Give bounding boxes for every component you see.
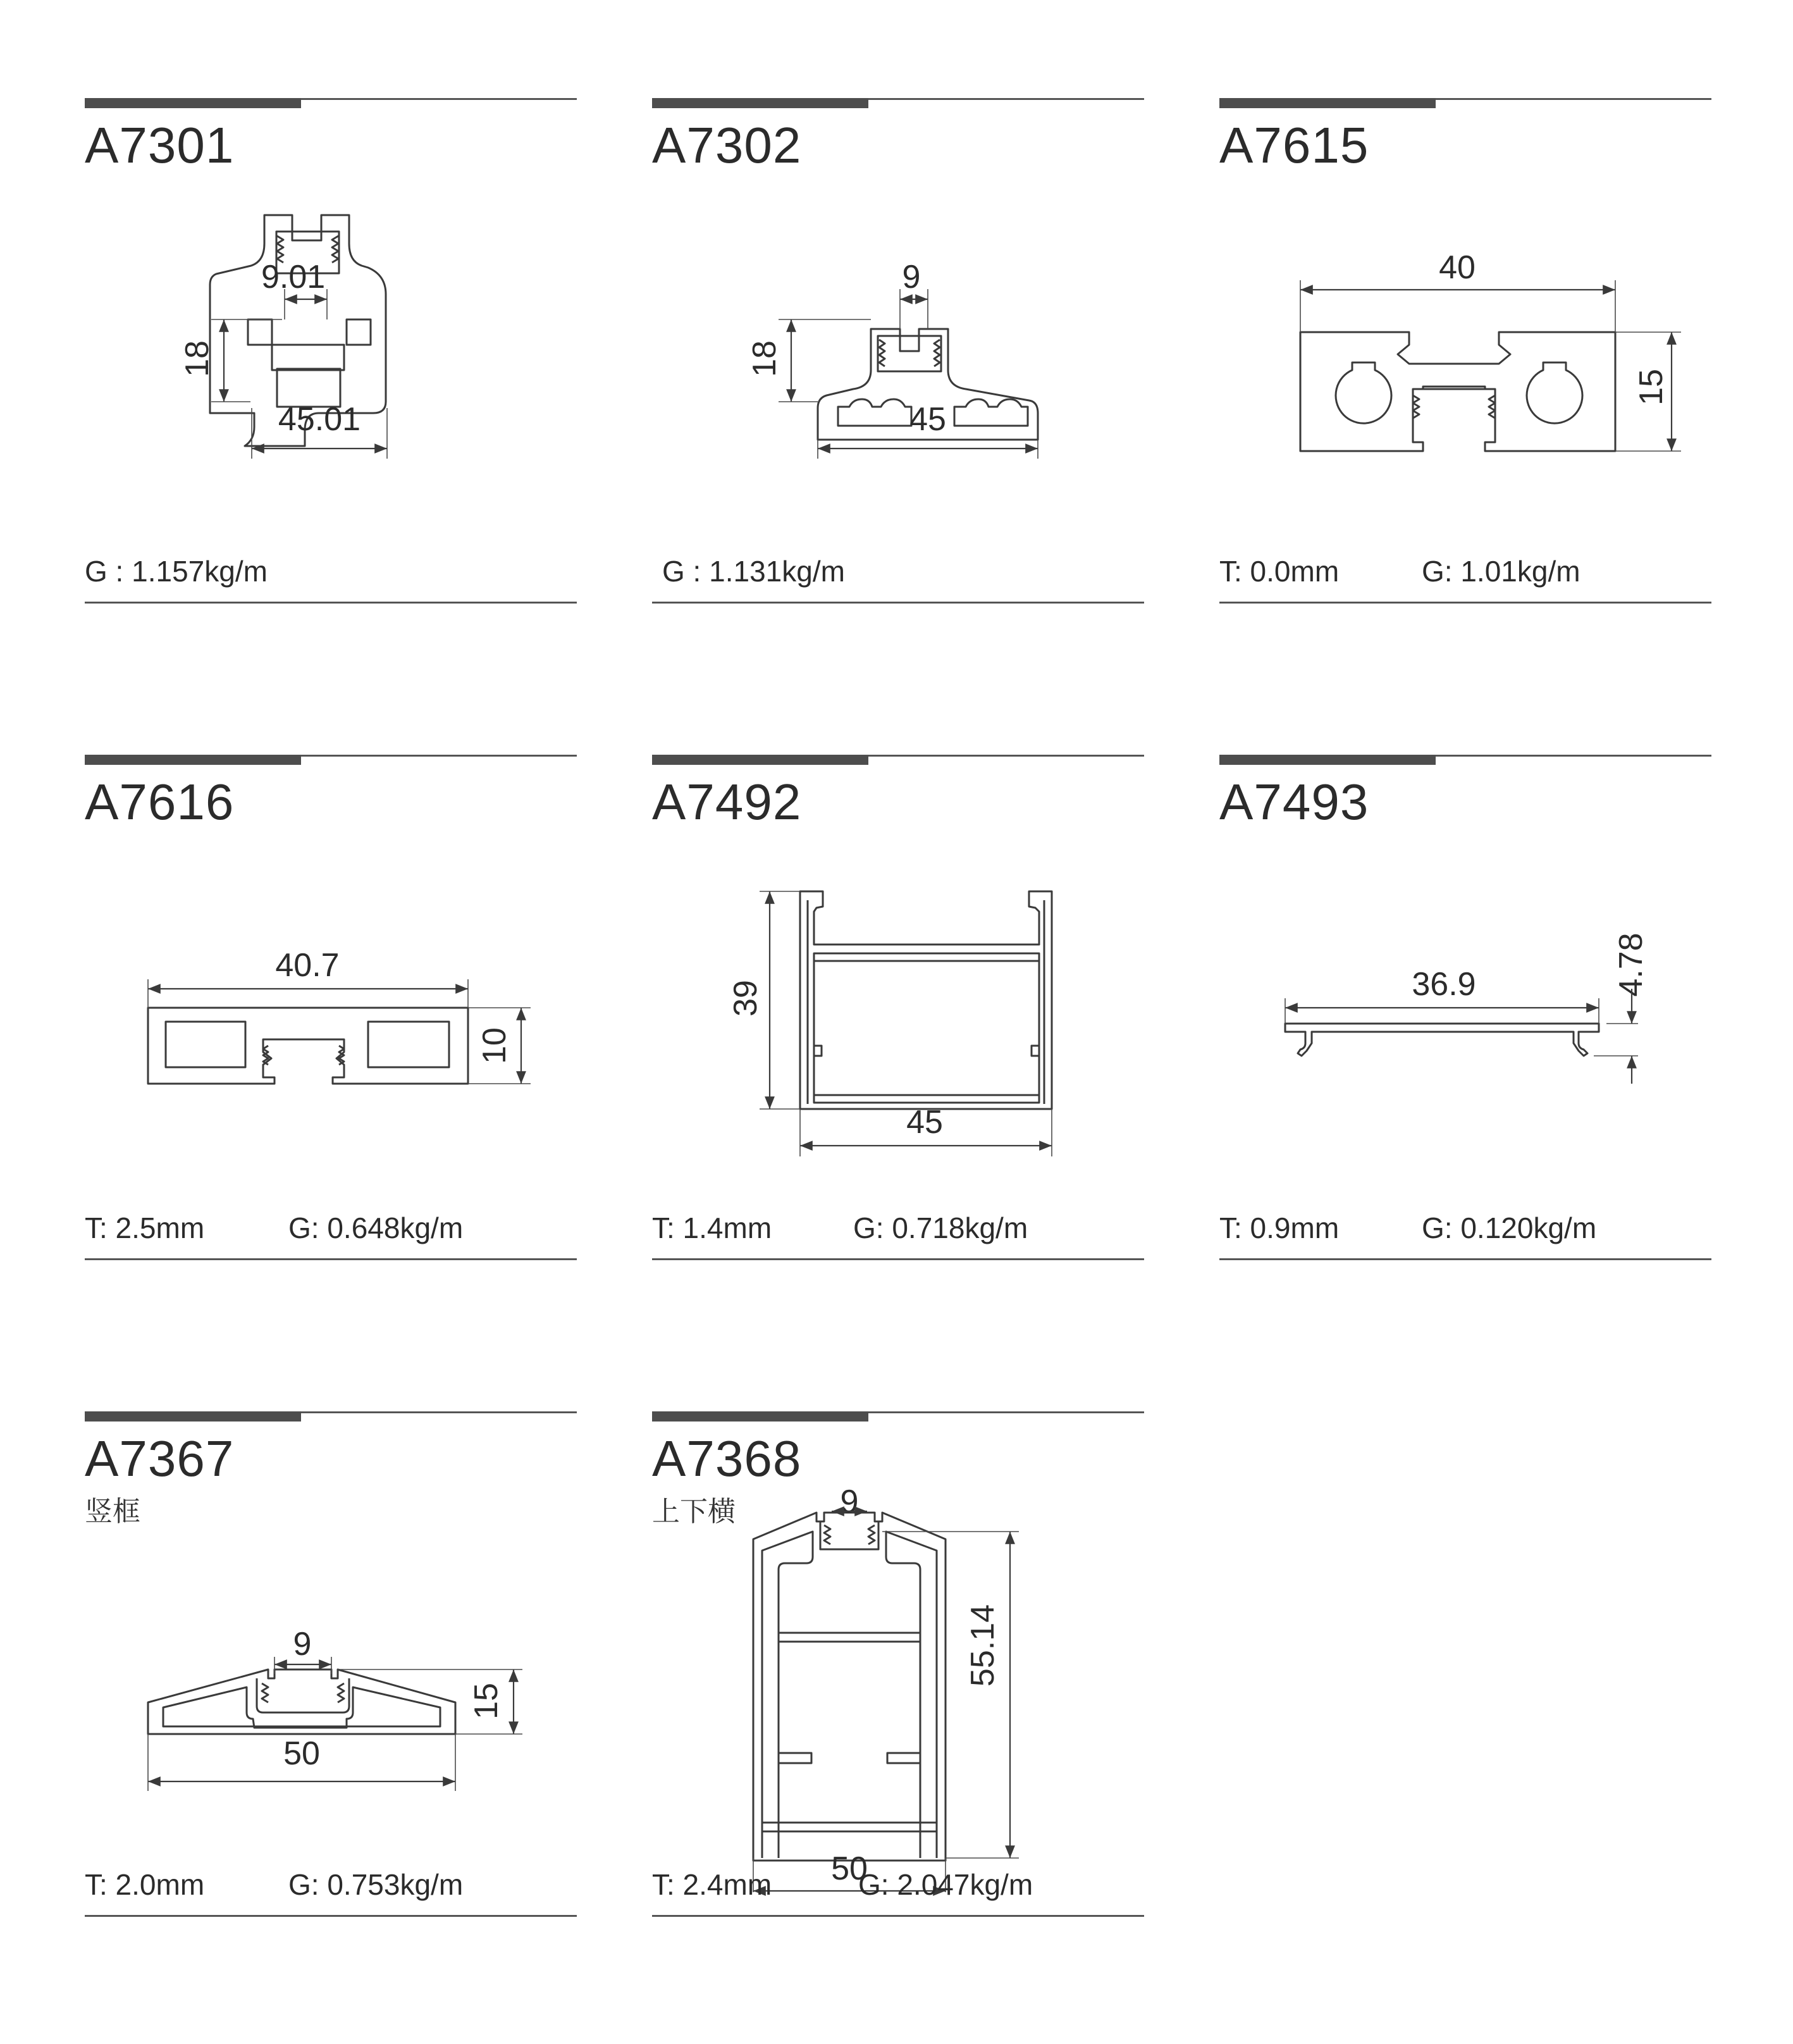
- weight-spec: G : 1.157kg/m: [85, 555, 268, 588]
- spec-row: [652, 552, 1144, 590]
- dim-label-width: 45: [906, 1104, 943, 1141]
- profile-drawing: [1219, 199, 1711, 579]
- dim-label-width-top: 9: [902, 259, 921, 295]
- card-accent-bar: [652, 755, 868, 765]
- weight-spec: G: 0.718kg/m: [853, 1211, 1028, 1244]
- card-accent-bar: [85, 755, 301, 765]
- weight-spec: G: 0.120kg/m: [1422, 1211, 1597, 1244]
- card-accent-bar: [1219, 98, 1436, 108]
- dim-label-height: 18: [746, 340, 783, 377]
- dim-label-width: 45.01: [278, 401, 361, 438]
- dim-label-width: 50: [831, 1850, 868, 1887]
- profile-subtitle: 上下横: [652, 1496, 736, 1527]
- card-bottom-rule: [85, 1258, 577, 1260]
- card-accent-bar: [1219, 755, 1436, 765]
- thickness-spec: T: 2.0mm: [85, 1868, 205, 1901]
- card-accent-bar: [85, 1411, 301, 1422]
- profile-outline: [753, 1513, 946, 1861]
- spec-row: [1219, 1209, 1711, 1247]
- profile-card-a7368: [652, 1411, 1144, 2044]
- weight-spec: G: 2.047kg/m: [858, 1868, 1033, 1901]
- dim-label-width: 40: [1439, 249, 1476, 286]
- dim-label-height: 55.14: [964, 1604, 1001, 1687]
- profile-drawing: [1219, 856, 1711, 1236]
- card-bottom-rule: [1219, 602, 1711, 604]
- profile-card-a7616: [85, 755, 577, 1387]
- profile-outline: [1285, 1024, 1599, 1056]
- profile-card-a7492: [652, 755, 1144, 1387]
- spec-row: [652, 1209, 1144, 1247]
- weight-spec: G: 0.648kg/m: [288, 1211, 464, 1244]
- spec-row: [652, 1866, 1144, 1904]
- card-bottom-rule: [85, 1915, 577, 1917]
- profile-card-a7615: [1219, 98, 1711, 731]
- profile-card-a7493: [1219, 755, 1711, 1387]
- weight-spec: G: 1.01kg/m: [1422, 555, 1580, 588]
- dim-label-height: 15: [1633, 369, 1670, 406]
- profile-outline: [800, 891, 1052, 1109]
- thickness-spec: T: 1.4mm: [652, 1211, 772, 1244]
- profile-outline: [1300, 332, 1615, 451]
- weight-spec: G: 0.753kg/m: [288, 1868, 464, 1901]
- thickness-spec: T: 2.5mm: [85, 1211, 205, 1244]
- profile-outline: [148, 1008, 468, 1084]
- profile-code: A7301: [85, 117, 235, 173]
- profile-code: A7492: [652, 774, 802, 830]
- dim-label-width-top: 9.01: [261, 259, 326, 295]
- dim-label-width: 50: [283, 1735, 320, 1772]
- profile-drawing: [85, 1513, 577, 1892]
- card-accent-bar: [652, 98, 868, 108]
- dim-label-width: 36.9: [1412, 966, 1476, 1003]
- profile-drawing: [85, 856, 577, 1236]
- card-bottom-rule: [652, 1915, 1144, 1917]
- weight-spec: G : 1.131kg/m: [662, 555, 845, 588]
- profile-outline: [148, 1669, 455, 1734]
- profile-code: A7367: [85, 1430, 235, 1487]
- dim-label-width-top: 9: [293, 1626, 312, 1663]
- profile-drawing: [652, 856, 1144, 1236]
- spec-row: [1219, 552, 1711, 590]
- profile-code: A7493: [1219, 774, 1369, 830]
- card-accent-bar: [85, 98, 301, 108]
- card-bottom-rule: [1219, 1258, 1711, 1260]
- profile-code: A7302: [652, 117, 802, 173]
- profile-code: A7615: [1219, 117, 1369, 173]
- dim-label-height: 39: [727, 980, 764, 1017]
- card-bottom-rule: [652, 602, 1144, 604]
- card-bottom-rule: [85, 602, 577, 604]
- spec-row: [85, 1866, 577, 1904]
- dim-label-width-top: 9: [840, 1483, 859, 1520]
- thickness-spec: T: 0.0mm: [1219, 555, 1340, 588]
- dim-label-height: 4.78: [1613, 932, 1649, 997]
- dim-label-height: 15: [468, 1683, 505, 1719]
- profile-subtitle: 竖框: [85, 1496, 140, 1527]
- spec-row: [85, 1209, 577, 1247]
- thickness-spec: T: 2.4mm: [652, 1868, 772, 1901]
- spec-row: [85, 552, 577, 590]
- dim-label-height: 18: [179, 340, 216, 377]
- profile-drawing: [85, 199, 577, 579]
- card-bottom-rule: [652, 1258, 1144, 1260]
- profile-code: A7616: [85, 774, 235, 830]
- dim-label-width: 40.7: [275, 947, 340, 984]
- card-accent-bar: [652, 1411, 868, 1422]
- profile-drawing: [652, 199, 1144, 579]
- profile-card-a7301: [85, 98, 577, 731]
- profile-card-a7367: [85, 1411, 577, 2044]
- dim-label-width: 45: [909, 401, 946, 438]
- profile-code: A7368: [652, 1430, 802, 1487]
- profile-card-a7302: [652, 98, 1144, 731]
- thickness-spec: T: 0.9mm: [1219, 1211, 1340, 1244]
- dim-label-height: 10: [476, 1027, 513, 1064]
